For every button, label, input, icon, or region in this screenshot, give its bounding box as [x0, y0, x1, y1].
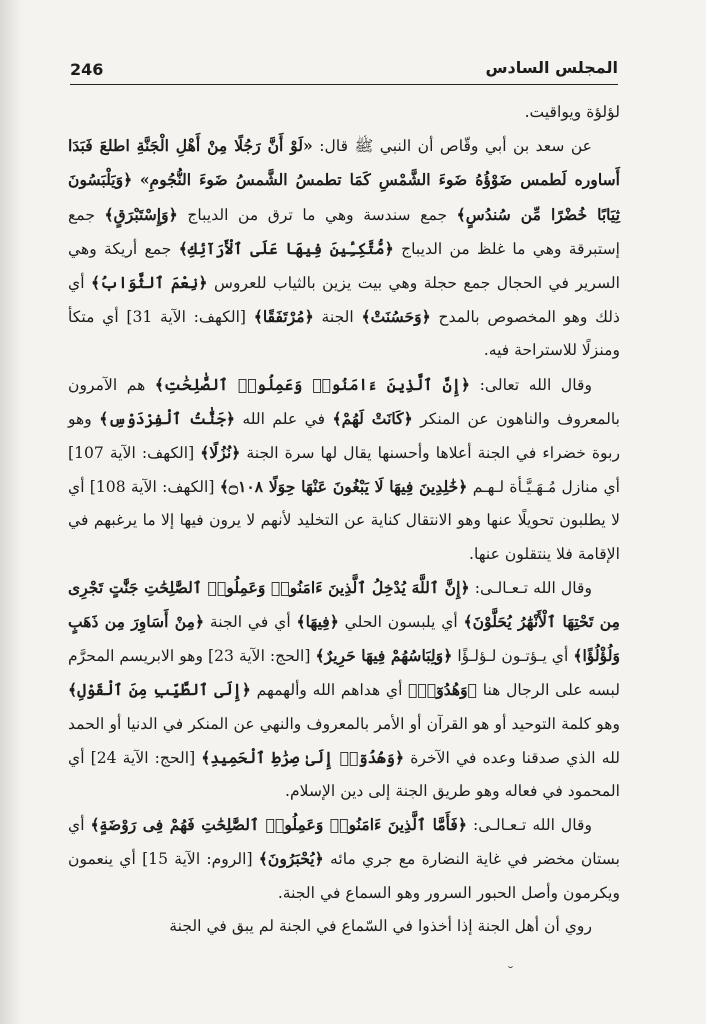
quoted-verse: ﴿وَهُدُوٓا۟ إِلَىٰ صِرَٰطِ ٱلْحَمِيدِ﴾ — [201, 747, 405, 767]
paragraph — [68, 368, 620, 571]
text-run: وهو ربوة خضراء في الجنة أعلاها وأحسنها يقال لها سرة الجنة — [68, 409, 620, 463]
text-run: جمع سندسة وهي ما ترق من الديباج — [177, 205, 457, 224]
quoted-verse: ﴿وَهُدُوٓا۟﴾ — [408, 680, 478, 700]
text-run: لؤلؤة ويواقيت. — [524, 103, 620, 121]
quoted-verse: ﴿فِيهَا﴾ — [296, 612, 339, 632]
quoted-verse: ﴿إِنَّ ٱلَّذِينَ ءَامَنُوا۟ وَعَمِلُوا۟ ٱلصَّٰلِحَٰتِ﴾ — [154, 374, 471, 394]
paragraph — [68, 96, 620, 129]
text-run: عن سعد بن أبي وقّاص أن النبي ﷺ قال: — [312, 137, 592, 156]
text-run: جمع أريكة وهي السرير في الحجال جمع حجلة وهي بيت يزين بالثياب للعروس — [68, 239, 620, 293]
paragraph — [68, 910, 620, 943]
text-run: [الكهف: الآية 31] أي متكأ ومنزلًا للاستراحة فيه. — [68, 308, 620, 360]
quoted-verse: ﴿جَنَّٰتُ ٱلْفِرْدَوْسِ﴾ — [99, 408, 235, 428]
quoted-verse: ﴿فَأَمَّا ٱلَّذِينَ ءَامَنُوا۟ وَعَمِلُوا۟ ٱلصَّٰلِحَٰتِ فَهُمْ فِى رَوْضَةٍ﴾ — [90, 815, 468, 835]
paragraph — [68, 571, 620, 808]
text-run: أي يلبسون الحلي — [338, 613, 464, 632]
quoted-verse: «لَوْ أَنَّ رَجُلًا مِنْ أَهْلِ الْجَنَّةِ اطلعَ فَبَدَا أَساوره لَطمس ضَوْؤُهُ ضَوءَ الشَّمْسِ كَمَا تطمسُ الشَّمسُ ضَوءَ النُّجُومِ» — [68, 136, 620, 190]
quoted-verse: ﴿إِلَى ٱلطَّيِّبِ مِنَ ٱلْقَوْلِ﴾ — [68, 680, 251, 700]
quoted-verse: ﴿مُّتَّكِـِٔينَ فِيهَا عَلَى ٱلْأَرَآئِكِ﴾ — [178, 238, 394, 258]
text-run: أي ذلك وهو المخصوص بالمدح — [68, 274, 620, 327]
text-run: [الروم: الآية 15] أي ينعمون ويكرمون وأصل الحبور السرور وهو السماع في الجنة. — [68, 850, 620, 902]
text-run: الجنة — [313, 308, 362, 327]
text-run: أي يـؤتـون لـؤلـؤًا — [452, 647, 574, 666]
quoted-verse: ﴿كَانَتْ لَهُمْ﴾ — [332, 408, 413, 428]
text-run: روي أن أهل الجنة إذا أخذوا في السّماع في الجنة لم يبق في الجنة — [169, 916, 592, 935]
page-header — [70, 54, 618, 85]
text-run: [الكهف: الآية 107] أي منازل مُـهَـيَّـأة لـهـم — [68, 444, 620, 497]
quoted-verse: ﴿وَلِبَاسُهُمْ فِيهَا حَرِيرٌ﴾ — [315, 646, 453, 666]
page-mark: ˘ — [507, 965, 514, 981]
quoted-verse: ﴿وَحَسُنَتْ﴾ — [361, 307, 431, 327]
quoted-verse: ﴿مُرْتَفَقًا﴾ — [253, 307, 314, 327]
quoted-verse: ﴿نِعْمَ ٱلثَّوَابُ﴾ — [90, 273, 208, 293]
text-run: وقال الله تعالى: — [470, 375, 592, 394]
text-run: [الكهف: الآية 108] أي لا يطلبون تحويلًا عنها وهو الانتقال كناية عن التخليد لأنهم لا يرون فيها إلا ما يرغبهم في الإقامة فلا ينتقلون عنها. — [68, 478, 620, 563]
text-run: هم الآمرون بالمعروف والناهون عن المنكر — [68, 375, 620, 428]
text-run: أي هداهم الله وألهمهم — [250, 681, 409, 700]
quoted-verse: ﴿يُحْبَرُونَ﴾ — [258, 849, 324, 869]
text-run: جمع إستبرقة وهي ما غلظ من الديباج — [68, 205, 620, 258]
text-run: في علم الله — [234, 409, 333, 428]
paragraph — [68, 808, 620, 910]
quoted-verse: ﴿مِنْ أَسَاوِرَ مِن ذَهَبٍ وَلُؤْلُؤًا﴾ — [68, 612, 620, 666]
quoted-verse: ﴿وَيَلْبَسُونَ ثِيَابًا خُضْرًا مِّن سُندُسٍ﴾ — [68, 170, 620, 224]
text-run: وقال الله تـعـالـى: — [469, 578, 592, 597]
text-run: أي بستان مخضر في غاية النضارة مع جري مائه — [68, 816, 620, 869]
text-run: وهو كلمة التوحيد أو هو القرآن أو الأمر بالمعروف والنهي عن المنكر في الدنيا أو الحمد لله الذي صدقنا وعده في الآخرة — [68, 714, 620, 767]
text-run: [الحج: الآية 24] أي المحمود في فعاله وهو طريق الجنة إلى دين الإسلام. — [68, 748, 620, 801]
quoted-verse: ﴿إِنَّ ٱللَّهَ يُدْخِلُ ٱلَّذِينَ ءَامَنُوا۟ وَعَمِلُوا۟ ٱلصَّٰلِحَٰتِ جَنَّٰتٍ تَجْرِى مِن تَحْتِهَا ٱلْأَنْهَٰرُ يُحَلَّوْنَ﴾ — [68, 577, 621, 632]
text-run: [الحج: الآية 23] وهو الابريسم المحرَّم لبسه على الرجال هنا — [68, 647, 621, 700]
quoted-verse: ﴿نُزُلًا﴾ — [200, 443, 241, 463]
text-run: أي في الجنة — [204, 613, 297, 632]
quoted-verse: ﴿خَٰلِدِينَ فِيهَا لَا يَبْغُونَ عَنْهَا حِوَلًا ۝١٠٨﴾ — [219, 477, 468, 497]
running-title: المجلس السادس — [485, 58, 618, 77]
text-run — [132, 171, 140, 189]
page-number: 246 — [70, 60, 104, 79]
page-gutter-shadow — [0, 0, 22, 1024]
text-run: وقال الله تـعـالـى: — [467, 816, 592, 835]
paragraph — [68, 129, 620, 367]
quoted-verse: ﴿وَإِسْتَبْرَقٍ﴾ — [104, 204, 178, 224]
body-text — [68, 96, 620, 943]
